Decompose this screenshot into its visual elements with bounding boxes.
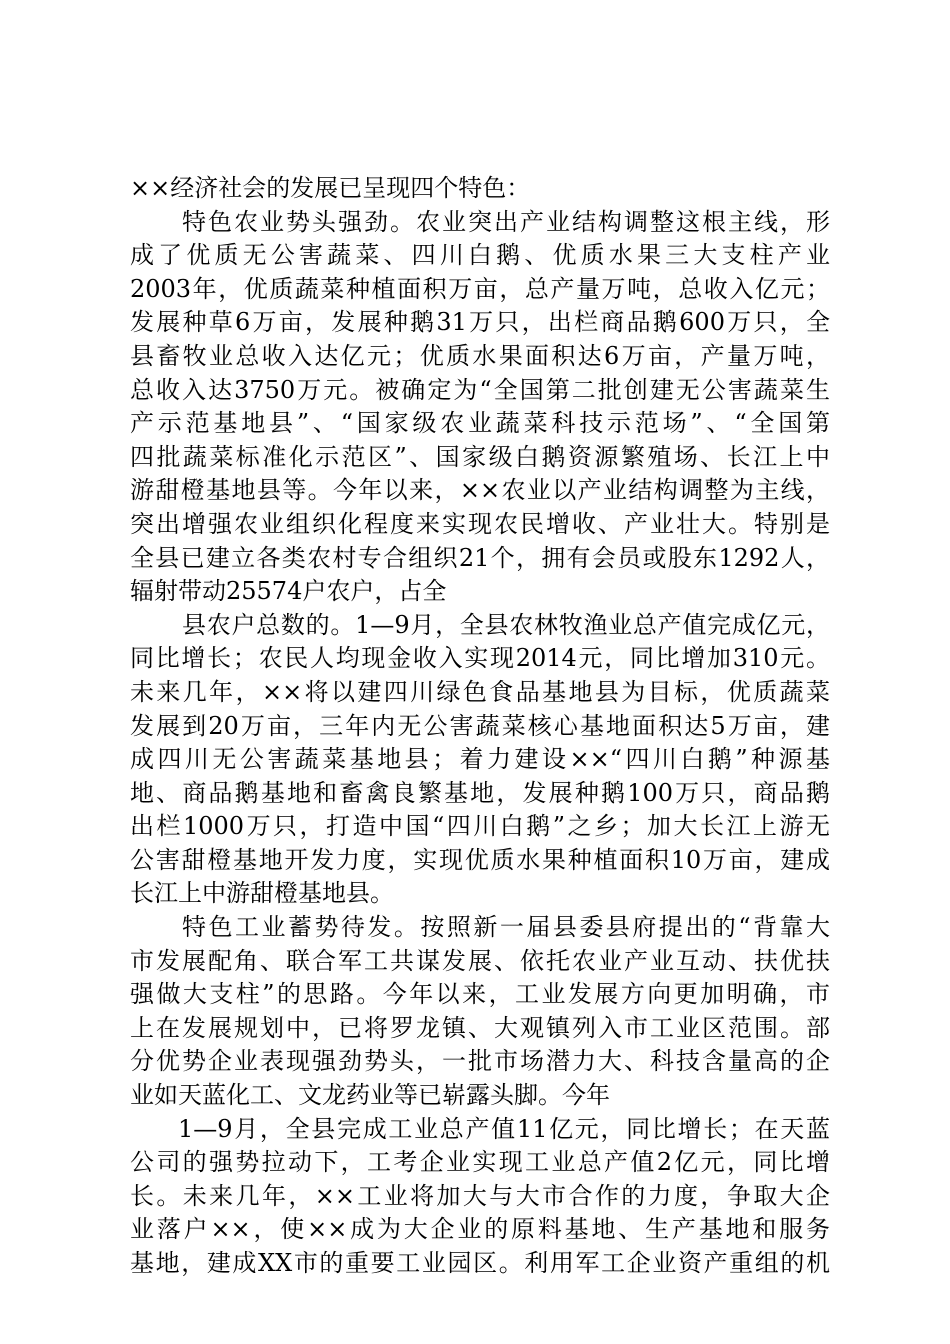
text-line: 强做大支柱”的思路。今年以来，工业发展方向更加明确，市 xyxy=(130,980,830,1009)
text-line: 公害甜橙基地开发力度，实现优质水果种植面积10万亩，建成 xyxy=(130,845,830,874)
text-line: 业如天蓝化工、文龙药业等已崭露头脚。今年 xyxy=(130,1081,610,1110)
text-line: 基地，建成XX市的重要工业园区。利用军工企业资产重组的机 xyxy=(130,1249,830,1277)
text-line: 公司的强势拉动下，工考企业实现工业总产值2亿元，同比增 xyxy=(130,1148,830,1177)
text-line: 突出增强农业组织化程度来实现农民增收、产业壮大。特别是 xyxy=(130,509,830,538)
paragraph-start-line: 特色工业蓄势待发。按照新一届县委县府提出的“背靠大 xyxy=(182,913,830,942)
text-line: 同比增长；农民人均现金收入实现2014元，同比增加310元。 xyxy=(130,644,830,673)
text-line: 辐射带动25574户农户，占全 xyxy=(130,577,447,606)
text-line: 长江上中游甜橙基地县。 xyxy=(130,879,394,908)
text-line: 2003年，优质蔬菜种植面积万亩，总产量万吨，总收入亿元； xyxy=(130,274,830,303)
text-line: 成四川无公害蔬菜基地县；着力建设××“四川白鹅”种源基 xyxy=(130,745,830,774)
text-line: 四批蔬菜标准化示范区”、国家级白鹅资源繁殖场、长江上中 xyxy=(130,442,830,471)
text-line: ××经济社会的发展已呈现四个特色： xyxy=(130,174,531,202)
text-line: 发展到20万亩，三年内无公害蔬菜核心基地面积达5万亩，建 xyxy=(130,711,830,740)
text-line: 地、商品鹅基地和畜禽良繁基地，发展种鹅100万只，商品鹅 xyxy=(130,778,830,807)
text-line: 未来几年，××将以建四川绿色食品基地县为目标，优质蔬菜 xyxy=(130,677,830,706)
text-line: 总收入达3750万元。被确定为“全国第二批创建无公害蔬菜生 xyxy=(130,375,830,404)
text-line: 全县已建立各类农村专合组织21个，拥有会员或股东1292人， xyxy=(130,543,830,572)
text-line: 成了优质无公害蔬菜、四川白鹅、优质水果三大支柱产业 xyxy=(130,241,830,270)
text-line: 长。未来几年，××工业将加大与大市合作的力度，争取大企 xyxy=(130,1181,830,1210)
text-line: 分优势企业表现强劲势头，一批市场潜力大、科技含量高的企 xyxy=(130,1047,830,1076)
text-line: 产示范基地县”、“国家级农业蔬菜科技示范场”、“全国第 xyxy=(130,409,830,438)
text-line: 游甜橙基地县等。今年以来，××农业以产业结构调整为主线， xyxy=(130,476,830,505)
text-line: 业落户××，使××成为大企业的原料基地、生产基地和服务 xyxy=(130,1215,830,1244)
text-line: 上在发展规划中，已将罗龙镇、大观镇列入市工业区范围。部 xyxy=(130,1013,830,1042)
document-body xyxy=(130,172,830,1281)
paragraph-start-line: 县农户总数的。1—9月，全县农林牧渔业总产值完成亿元， xyxy=(182,610,830,639)
text-line: 发展种草6万亩，发展种鹅31万只，出栏商品鹅600万只，全 xyxy=(130,308,830,337)
paragraph-start-line: 特色农业势头强劲。农业突出产业结构调整这根主线，形 xyxy=(182,207,830,236)
text-line: 出栏1000万只，打造中国“四川白鹅”之乡；加大长江上游无 xyxy=(130,812,830,841)
paragraph-start-line: 1—9月，全县完成工业总产值11亿元，同比增长；在天蓝 xyxy=(178,1114,830,1143)
text-line: 市发展配角、联合军工共谋发展、依托农业产业互动、扶优扶 xyxy=(130,946,830,975)
text-line: 县畜牧业总收入达亿元；优质水果面积达6万亩，产量万吨， xyxy=(130,341,830,370)
